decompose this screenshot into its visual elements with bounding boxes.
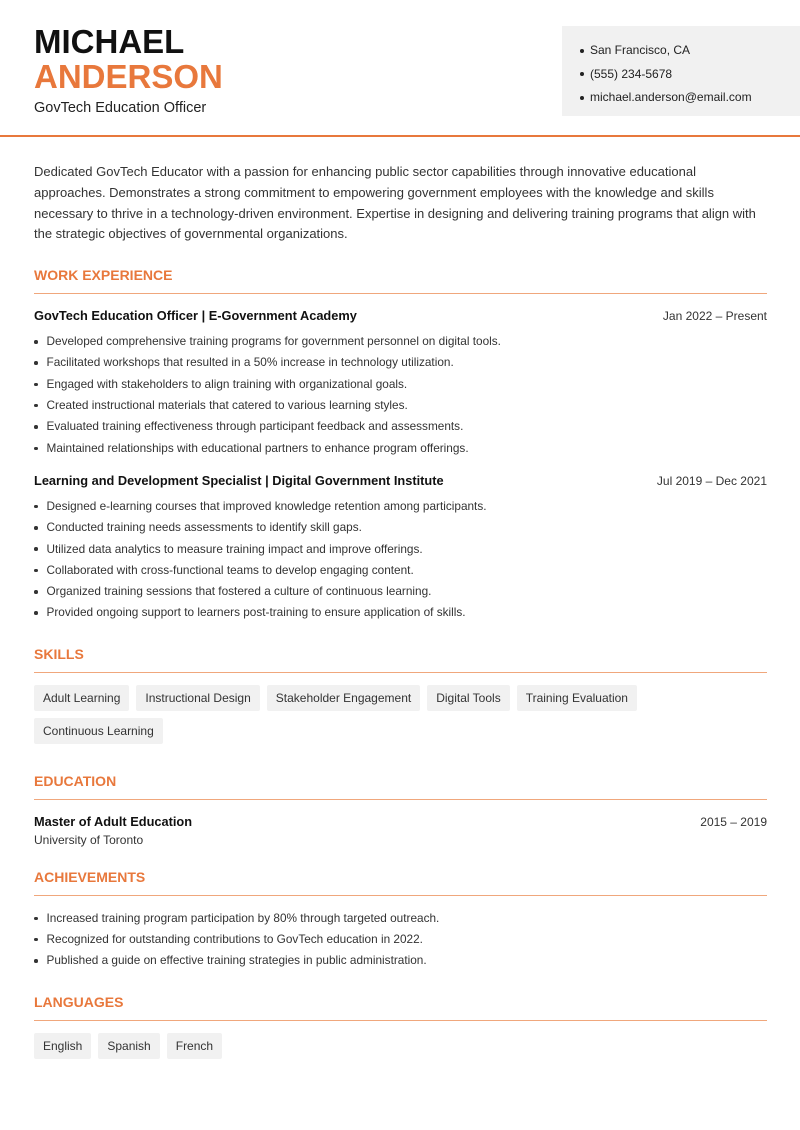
bullet-icon xyxy=(580,72,584,76)
job-role: Learning and Development Specialist | Digital Government Institute xyxy=(34,472,444,488)
bullet-icon xyxy=(34,505,38,509)
first-name: MICHAEL xyxy=(34,23,185,60)
contact-box xyxy=(562,26,800,116)
bullet-icon xyxy=(34,569,38,573)
list-item: Created instructional materials that catered to various learning styles. xyxy=(34,395,767,416)
language-tag: English xyxy=(34,1033,91,1059)
education-dates: 2015 – 2019 xyxy=(700,814,767,829)
bullet-icon xyxy=(34,361,38,365)
work-experience-section xyxy=(34,267,767,624)
skill-tag: Continuous Learning xyxy=(34,718,163,744)
job-entry xyxy=(34,473,767,624)
bullet-icon xyxy=(34,340,38,344)
language-tag: Spanish xyxy=(98,1033,159,1059)
bullet-icon xyxy=(34,404,38,408)
bullet-icon xyxy=(34,547,38,551)
skill-tag: Digital Tools xyxy=(427,685,509,711)
language-tag: French xyxy=(167,1033,222,1059)
resume-header xyxy=(0,0,800,137)
achievements-section xyxy=(34,869,767,972)
list-item: Provided ongoing support to learners post-training to ensure application of skills. xyxy=(34,602,767,623)
contact-email: michael.anderson@email.com xyxy=(580,86,800,110)
skill-tag: Stakeholder Engagement xyxy=(267,685,420,711)
list-item: Facilitated workshops that resulted in a 50% increase in technology utilization. xyxy=(34,352,767,373)
list-item: Recognized for outstanding contributions to GovTech education in 2022. xyxy=(34,929,767,950)
education-section xyxy=(34,773,767,847)
section-title: EDUCATION xyxy=(34,773,767,800)
language-tags xyxy=(34,1033,767,1066)
contact-location: San Francisco, CA xyxy=(580,39,800,63)
section-title: LANGUAGES xyxy=(34,994,767,1021)
list-item: Published a guide on effective training strategies in public administration. xyxy=(34,950,767,971)
list-item: Utilized data analytics to measure training impact and improve offerings. xyxy=(34,539,767,560)
job-dates: Jan 2022 – Present xyxy=(662,309,767,324)
bullet-icon xyxy=(34,917,38,921)
bullet-icon xyxy=(34,425,38,429)
list-item: Developed comprehensive training programs for government personnel on digital tools. xyxy=(34,331,767,352)
bullet-icon xyxy=(34,590,38,594)
bullet-icon xyxy=(34,611,38,615)
bullet-icon xyxy=(34,959,38,963)
list-item: Engaged with stakeholders to align training with organizational goals. xyxy=(34,374,767,395)
section-title: WORK EXPERIENCE xyxy=(34,267,767,294)
bullet-icon xyxy=(34,526,38,530)
job-entry xyxy=(34,308,767,459)
bullet-icon xyxy=(34,447,38,451)
list-item: Designed e-learning courses that improved knowledge retention among participants. xyxy=(34,496,767,517)
resume-body xyxy=(34,137,767,1066)
bullet-icon xyxy=(34,938,38,942)
school: University of Toronto xyxy=(34,832,144,847)
list-item: Increased training program participation by 80% through targeted outreach. xyxy=(34,908,767,929)
skill-tag: Instructional Design xyxy=(136,685,259,711)
education-entry xyxy=(34,814,767,847)
languages-section xyxy=(34,994,767,1066)
job-title: GovTech Education Officer xyxy=(34,100,207,116)
skill-tags xyxy=(34,685,767,751)
contact-phone: (555) 234-5678 xyxy=(580,63,800,87)
bullet-icon xyxy=(580,96,584,100)
last-name: ANDERSON xyxy=(34,58,223,95)
list-item: Maintained relationships with educational partners to enhance program offerings. xyxy=(34,438,767,459)
degree: Master of Adult Education xyxy=(34,813,193,829)
skill-tag: Adult Learning xyxy=(34,685,129,711)
bullet-icon xyxy=(580,49,584,53)
summary: Dedicated GovTech Educator with a passion for enhancing public sector capabilities through innovative educational approaches. Demonstrates a strong commitment to empowering government employees with the knowledge and skills necessary to thrive in a technology-driven environment. Expertise in designing and delivering training programs that align with the strategic objectives of governmental organizations. xyxy=(34,164,756,242)
section-title: SKILLS xyxy=(34,646,767,673)
candidate-name xyxy=(34,24,223,94)
bullet-icon xyxy=(34,383,38,387)
list-item: Conducted training needs assessments to identify skill gaps. xyxy=(34,517,767,538)
skills-section xyxy=(34,646,767,751)
job-role: GovTech Education Officer | E-Government Academy xyxy=(34,308,357,324)
list-item: Evaluated training effectiveness through participant feedback and assessments. xyxy=(34,416,767,437)
skill-tag: Training Evaluation xyxy=(517,685,637,711)
list-item: Collaborated with cross-functional teams to develop engaging content. xyxy=(34,560,767,581)
job-dates: Jul 2019 – Dec 2021 xyxy=(656,473,767,488)
section-title: ACHIEVEMENTS xyxy=(34,869,767,896)
list-item: Organized training sessions that fostered a culture of continuous learning. xyxy=(34,581,767,602)
